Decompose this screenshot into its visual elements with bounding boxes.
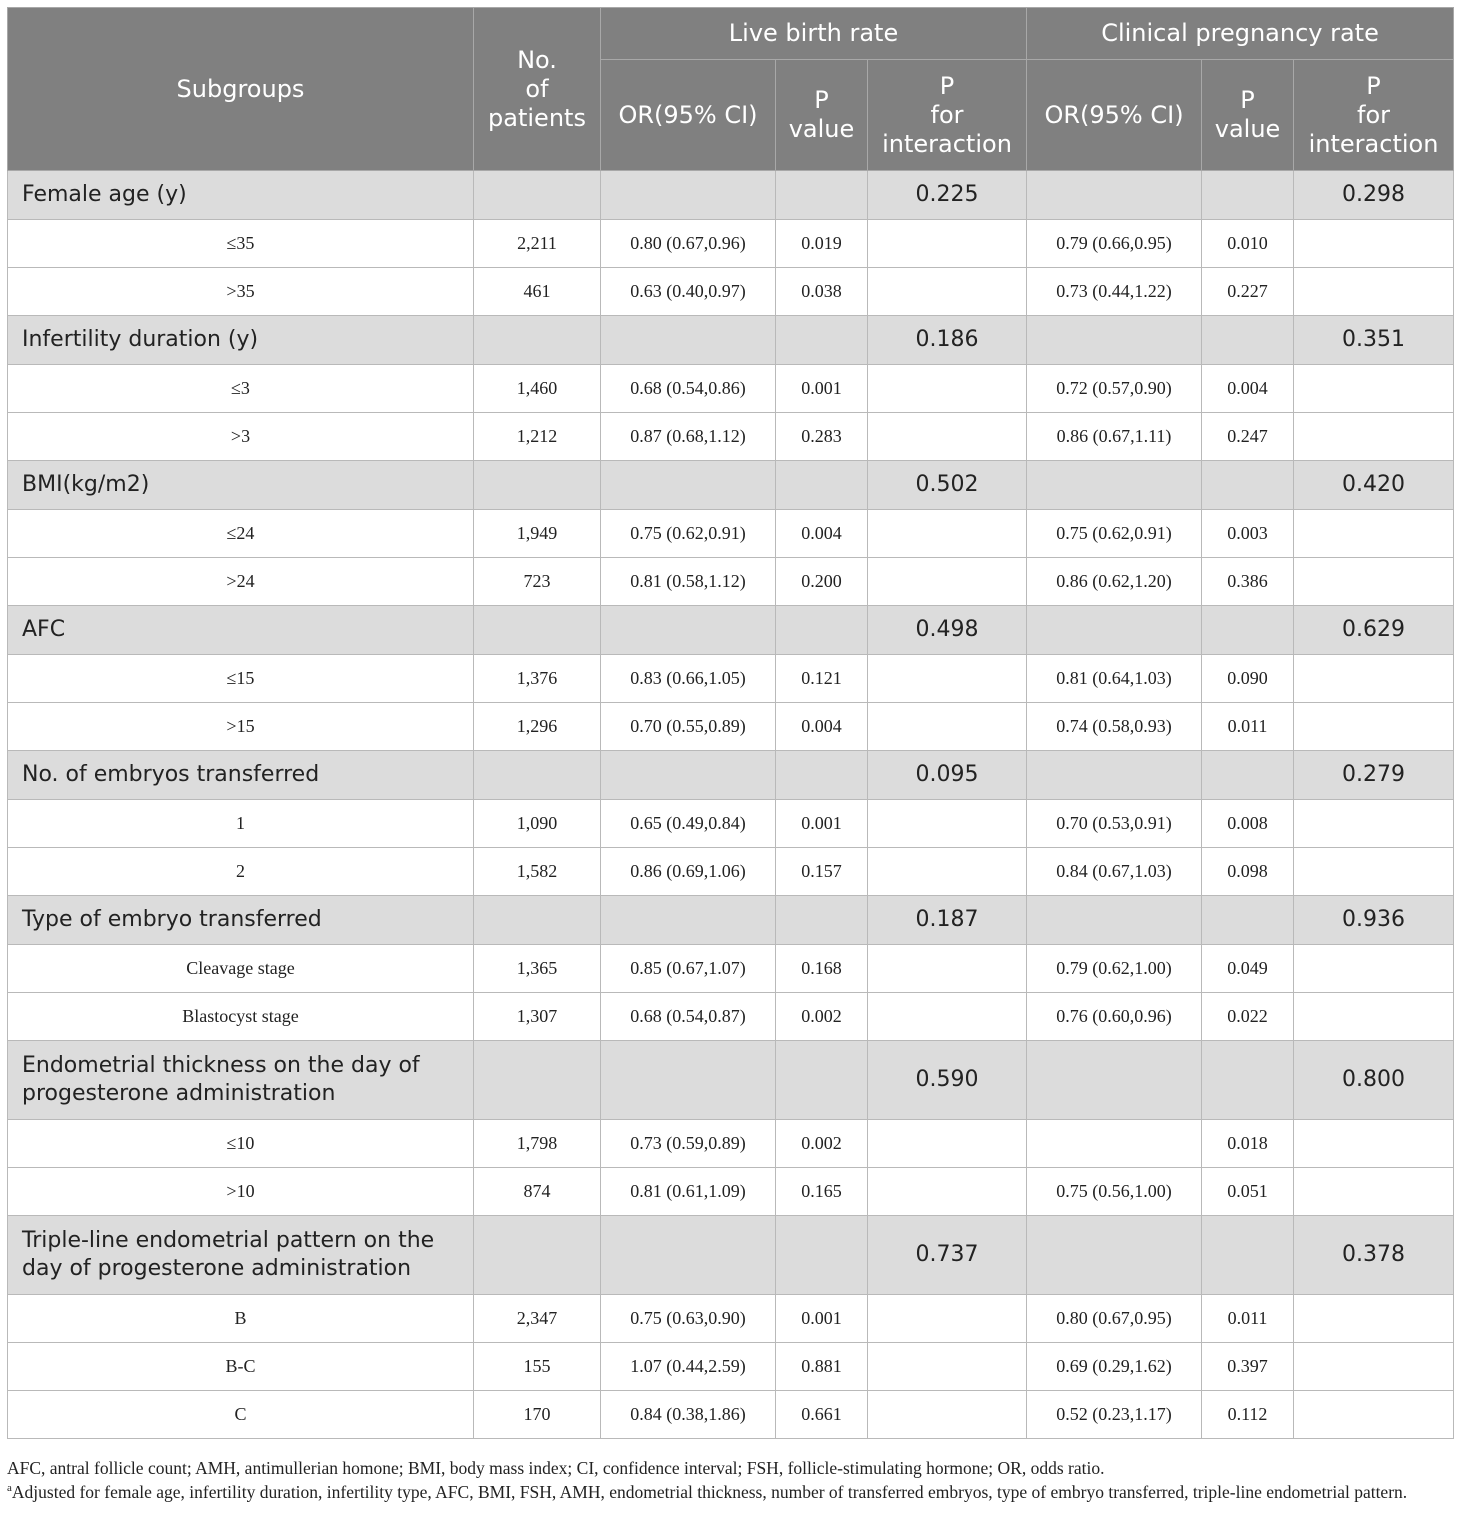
subgroup-level: 1 xyxy=(8,800,474,848)
table-footnotes xyxy=(7,1456,1453,1504)
cp-p-interaction-empty xyxy=(1294,1120,1454,1168)
group-n-empty xyxy=(474,1216,601,1295)
patient-count: 1,296 xyxy=(474,703,601,751)
cp-or-ci: 0.79 (0.62,1.00) xyxy=(1027,945,1202,993)
lb-p-value: 0.002 xyxy=(776,1120,868,1168)
table-row xyxy=(8,800,1454,848)
cp-or-ci: 0.72 (0.57,0.90) xyxy=(1027,365,1202,413)
cp-or-ci: 0.69 (0.29,1.62) xyxy=(1027,1343,1202,1391)
group-cp-p-interaction: 0.420 xyxy=(1294,461,1454,510)
lb-p-interaction-empty xyxy=(868,703,1027,751)
cp-or-ci: 0.86 (0.62,1.20) xyxy=(1027,558,1202,606)
lb-or-ci: 0.85 (0.67,1.07) xyxy=(601,945,776,993)
group-lb-p-empty xyxy=(776,316,868,365)
group-label: BMI(kg/m2) xyxy=(8,461,474,510)
group-label: AFC xyxy=(8,606,474,655)
group-lb-p-interaction: 0.187 xyxy=(868,896,1027,945)
group-cp-p-empty xyxy=(1202,461,1294,510)
cp-or-ci: 0.70 (0.53,0.91) xyxy=(1027,800,1202,848)
subgroup-level: Cleavage stage xyxy=(8,945,474,993)
cp-or-ci: 0.75 (0.62,0.91) xyxy=(1027,510,1202,558)
group-n-empty xyxy=(474,896,601,945)
lb-p-interaction-empty xyxy=(868,655,1027,703)
patient-count: 2,211 xyxy=(474,220,601,268)
group-row xyxy=(8,606,1454,655)
table-row xyxy=(8,1343,1454,1391)
cp-p-value: 0.008 xyxy=(1202,800,1294,848)
group-row xyxy=(8,1041,1454,1120)
lb-p-interaction-empty xyxy=(868,365,1027,413)
lb-p-value: 0.001 xyxy=(776,800,868,848)
table-row xyxy=(8,655,1454,703)
cp-p-value: 0.011 xyxy=(1202,703,1294,751)
group-lb-p-interaction: 0.502 xyxy=(868,461,1027,510)
cp-or-ci: 0.84 (0.67,1.03) xyxy=(1027,848,1202,896)
cp-p-value: 0.098 xyxy=(1202,848,1294,896)
cp-or-ci: 0.86 (0.67,1.11) xyxy=(1027,413,1202,461)
footnote-abbreviations: AFC, antral follicle count; AMH, antimullerian homone; BMI, body mass index; CI, confidence interval; FSH, follicle-stimulating hormone; OR, odds ratio. xyxy=(7,1458,1105,1478)
group-cp-p-interaction: 0.351 xyxy=(1294,316,1454,365)
group-lb-p-empty xyxy=(776,606,868,655)
group-label: Type of embryo transferred xyxy=(8,896,474,945)
table-container xyxy=(7,7,1453,1439)
group-cp-p-interaction: 0.936 xyxy=(1294,896,1454,945)
subgroup-level: >35 xyxy=(8,268,474,316)
table-row xyxy=(8,413,1454,461)
lb-p-value: 0.004 xyxy=(776,703,868,751)
table-row xyxy=(8,1295,1454,1343)
patient-count: 874 xyxy=(474,1168,601,1216)
table-row xyxy=(8,220,1454,268)
subgroup-level: Blastocyst stage xyxy=(8,993,474,1041)
lb-p-interaction-empty xyxy=(868,993,1027,1041)
group-cp-p-interaction: 0.800 xyxy=(1294,1041,1454,1120)
group-cp-p-empty xyxy=(1202,896,1294,945)
footnote-marker: a xyxy=(7,1482,12,1495)
group-cp-or-empty xyxy=(1027,316,1202,365)
group-lb-or-empty xyxy=(601,171,776,220)
patient-count: 461 xyxy=(474,268,601,316)
lb-p-interaction-empty xyxy=(868,413,1027,461)
cp-p-interaction-empty xyxy=(1294,268,1454,316)
lb-p-value: 0.004 xyxy=(776,510,868,558)
cp-p-value: 0.051 xyxy=(1202,1168,1294,1216)
cp-p-interaction-empty xyxy=(1294,1295,1454,1343)
lb-p-interaction-empty xyxy=(868,1168,1027,1216)
lb-or-ci: 0.86 (0.69,1.06) xyxy=(601,848,776,896)
lb-p-value: 0.001 xyxy=(776,1295,868,1343)
group-n-empty xyxy=(474,606,601,655)
patient-count: 723 xyxy=(474,558,601,606)
table-row xyxy=(8,1391,1454,1439)
group-row xyxy=(8,316,1454,365)
lb-or-ci: 0.70 (0.55,0.89) xyxy=(601,703,776,751)
lb-or-ci: 0.81 (0.58,1.12) xyxy=(601,558,776,606)
cp-p-interaction-empty xyxy=(1294,848,1454,896)
subgroup-level: >15 xyxy=(8,703,474,751)
patient-count: 1,582 xyxy=(474,848,601,896)
table-row xyxy=(8,268,1454,316)
subgroup-level: 2 xyxy=(8,848,474,896)
patient-count: 1,798 xyxy=(474,1120,601,1168)
subgroup-level: >24 xyxy=(8,558,474,606)
patient-count: 1,376 xyxy=(474,655,601,703)
cp-p-value: 0.011 xyxy=(1202,1295,1294,1343)
cp-p-interaction-empty xyxy=(1294,1391,1454,1439)
cp-p-value: 0.049 xyxy=(1202,945,1294,993)
patient-count: 170 xyxy=(474,1391,601,1439)
cp-or-ci: 0.81 (0.64,1.03) xyxy=(1027,655,1202,703)
lb-or-ci: 1.07 (0.44,2.59) xyxy=(601,1343,776,1391)
patient-count: 1,090 xyxy=(474,800,601,848)
lb-p-value: 0.168 xyxy=(776,945,868,993)
cp-or-ci: 0.76 (0.60,0.96) xyxy=(1027,993,1202,1041)
subgroup-level: ≤10 xyxy=(8,1120,474,1168)
lb-p-value: 0.881 xyxy=(776,1343,868,1391)
lb-p-value: 0.001 xyxy=(776,365,868,413)
group-lb-p-empty xyxy=(776,171,868,220)
cp-p-interaction-empty xyxy=(1294,1168,1454,1216)
table-row xyxy=(8,510,1454,558)
group-cp-or-empty xyxy=(1027,461,1202,510)
table-row xyxy=(8,703,1454,751)
patient-count: 1,307 xyxy=(474,993,601,1041)
lb-or-ci: 0.68 (0.54,0.87) xyxy=(601,993,776,1041)
table-row xyxy=(8,365,1454,413)
subgroup-level: ≤35 xyxy=(8,220,474,268)
patient-count: 155 xyxy=(474,1343,601,1391)
lb-or-ci: 0.83 (0.66,1.05) xyxy=(601,655,776,703)
cp-p-interaction-empty xyxy=(1294,945,1454,993)
group-row xyxy=(8,896,1454,945)
group-cp-p-interaction: 0.298 xyxy=(1294,171,1454,220)
lb-p-interaction-empty xyxy=(868,268,1027,316)
header-lb-p-interaction: P for interaction xyxy=(868,60,1027,171)
cp-p-value: 0.227 xyxy=(1202,268,1294,316)
lb-p-value: 0.157 xyxy=(776,848,868,896)
group-row xyxy=(8,461,1454,510)
cp-p-value: 0.090 xyxy=(1202,655,1294,703)
subgroup-level: ≤3 xyxy=(8,365,474,413)
group-lb-p-interaction: 0.590 xyxy=(868,1041,1027,1120)
cp-p-interaction-empty xyxy=(1294,1343,1454,1391)
group-cp-or-empty xyxy=(1027,1041,1202,1120)
group-cp-or-empty xyxy=(1027,896,1202,945)
cp-p-value: 0.004 xyxy=(1202,365,1294,413)
lb-or-ci: 0.63 (0.40,0.97) xyxy=(601,268,776,316)
lb-p-interaction-empty xyxy=(868,945,1027,993)
group-label: Infertility duration (y) xyxy=(8,316,474,365)
subgroup-analysis-table xyxy=(7,7,1454,1439)
group-row xyxy=(8,171,1454,220)
group-lb-or-empty xyxy=(601,461,776,510)
cp-p-interaction-empty xyxy=(1294,413,1454,461)
cp-p-interaction-empty xyxy=(1294,703,1454,751)
group-label: No. of embryos transferred xyxy=(8,751,474,800)
lb-p-value: 0.121 xyxy=(776,655,868,703)
cp-or-ci: 0.80 (0.67,0.95) xyxy=(1027,1295,1202,1343)
cp-p-interaction-empty xyxy=(1294,558,1454,606)
subgroup-level: B xyxy=(8,1295,474,1343)
header-lb-or-ci: OR(95% CI) xyxy=(601,60,776,171)
group-lb-p-empty xyxy=(776,1041,868,1120)
lb-p-interaction-empty xyxy=(868,558,1027,606)
lb-or-ci: 0.68 (0.54,0.86) xyxy=(601,365,776,413)
group-n-empty xyxy=(474,1041,601,1120)
group-cp-or-empty xyxy=(1027,171,1202,220)
patient-count: 1,460 xyxy=(474,365,601,413)
cp-or-ci: 0.75 (0.56,1.00) xyxy=(1027,1168,1202,1216)
group-row xyxy=(8,751,1454,800)
table-body xyxy=(8,171,1454,1439)
lb-or-ci: 0.75 (0.62,0.91) xyxy=(601,510,776,558)
cp-p-value: 0.022 xyxy=(1202,993,1294,1041)
group-lb-p-empty xyxy=(776,461,868,510)
lb-p-value: 0.661 xyxy=(776,1391,868,1439)
cp-p-value: 0.112 xyxy=(1202,1391,1294,1439)
lb-or-ci: 0.87 (0.68,1.12) xyxy=(601,413,776,461)
table-row xyxy=(8,945,1454,993)
group-label: Female age (y) xyxy=(8,171,474,220)
group-n-empty xyxy=(474,461,601,510)
group-cp-p-empty xyxy=(1202,1041,1294,1120)
group-n-empty xyxy=(474,751,601,800)
lb-p-value: 0.283 xyxy=(776,413,868,461)
group-lb-or-empty xyxy=(601,1216,776,1295)
table-row xyxy=(8,848,1454,896)
group-cp-p-interaction: 0.378 xyxy=(1294,1216,1454,1295)
group-lb-or-empty xyxy=(601,1041,776,1120)
lb-p-value: 0.038 xyxy=(776,268,868,316)
group-label: Triple-line endometrial pattern on the day of progesterone administration xyxy=(8,1216,474,1295)
lb-p-value: 0.002 xyxy=(776,993,868,1041)
group-cp-p-empty xyxy=(1202,316,1294,365)
lb-p-value: 0.200 xyxy=(776,558,868,606)
lb-or-ci: 0.84 (0.38,1.86) xyxy=(601,1391,776,1439)
header-cp-p-value: P value xyxy=(1202,60,1294,171)
header-lb-p-value: P value xyxy=(776,60,868,171)
group-cp-or-empty xyxy=(1027,1216,1202,1295)
lb-p-value: 0.019 xyxy=(776,220,868,268)
lb-p-interaction-empty xyxy=(868,1120,1027,1168)
cp-p-value: 0.003 xyxy=(1202,510,1294,558)
header-cp-p-interaction: P for interaction xyxy=(1294,60,1454,171)
lb-or-ci: 0.75 (0.63,0.90) xyxy=(601,1295,776,1343)
lb-or-ci: 0.80 (0.67,0.96) xyxy=(601,220,776,268)
cp-p-value: 0.247 xyxy=(1202,413,1294,461)
cp-p-value: 0.386 xyxy=(1202,558,1294,606)
group-label: Endometrial thickness on the day of progesterone administration xyxy=(8,1041,474,1120)
patient-count: 2,347 xyxy=(474,1295,601,1343)
lb-p-interaction-empty xyxy=(868,848,1027,896)
subgroup-level: >10 xyxy=(8,1168,474,1216)
cp-or-ci: 0.74 (0.58,0.93) xyxy=(1027,703,1202,751)
group-cp-or-empty xyxy=(1027,606,1202,655)
table-row xyxy=(8,993,1454,1041)
group-lb-p-empty xyxy=(776,751,868,800)
group-lb-p-empty xyxy=(776,1216,868,1295)
table-row xyxy=(8,558,1454,606)
group-cp-p-interaction: 0.279 xyxy=(1294,751,1454,800)
group-lb-or-empty xyxy=(601,896,776,945)
group-cp-p-empty xyxy=(1202,171,1294,220)
group-lb-p-interaction: 0.737 xyxy=(868,1216,1027,1295)
cp-p-interaction-empty xyxy=(1294,800,1454,848)
lb-p-interaction-empty xyxy=(868,1391,1027,1439)
group-cp-or-empty xyxy=(1027,751,1202,800)
group-lb-or-empty xyxy=(601,606,776,655)
table-row xyxy=(8,1168,1454,1216)
lb-or-ci: 0.81 (0.61,1.09) xyxy=(601,1168,776,1216)
header-subgroups: Subgroups xyxy=(8,8,474,171)
cp-p-value: 0.010 xyxy=(1202,220,1294,268)
group-row xyxy=(8,1216,1454,1295)
patient-count: 1,365 xyxy=(474,945,601,993)
group-cp-p-empty xyxy=(1202,1216,1294,1295)
header-clinical-pregnancy-rate: Clinical pregnancy rate xyxy=(1027,8,1454,60)
lb-p-interaction-empty xyxy=(868,510,1027,558)
group-lb-or-empty xyxy=(601,751,776,800)
subgroup-level: B-C xyxy=(8,1343,474,1391)
subgroup-level: C xyxy=(8,1391,474,1439)
group-n-empty xyxy=(474,316,601,365)
lb-p-value: 0.165 xyxy=(776,1168,868,1216)
subgroup-level: ≤24 xyxy=(8,510,474,558)
subgroup-level: ≤15 xyxy=(8,655,474,703)
cp-or-ci: 0.79 (0.66,0.95) xyxy=(1027,220,1202,268)
group-cp-p-interaction: 0.629 xyxy=(1294,606,1454,655)
cp-or-ci: 0.73 (0.44,1.22) xyxy=(1027,268,1202,316)
cp-p-interaction-empty xyxy=(1294,220,1454,268)
group-cp-p-empty xyxy=(1202,751,1294,800)
patient-count: 1,212 xyxy=(474,413,601,461)
header-cp-or-ci: OR(95% CI) xyxy=(1027,60,1202,171)
lb-p-interaction-empty xyxy=(868,1343,1027,1391)
cp-p-interaction-empty xyxy=(1294,993,1454,1041)
table-header xyxy=(8,8,1454,171)
cp-p-interaction-empty xyxy=(1294,510,1454,558)
header-no-patients: No. of patients xyxy=(474,8,601,171)
subgroup-level: >3 xyxy=(8,413,474,461)
group-n-empty xyxy=(474,171,601,220)
lb-or-ci: 0.73 (0.59,0.89) xyxy=(601,1120,776,1168)
cp-p-interaction-empty xyxy=(1294,655,1454,703)
cp-p-value: 0.018 xyxy=(1202,1120,1294,1168)
lb-p-interaction-empty xyxy=(868,220,1027,268)
group-lb-p-interaction: 0.225 xyxy=(868,171,1027,220)
table-row xyxy=(8,1120,1454,1168)
header-live-birth-rate: Live birth rate xyxy=(601,8,1027,60)
lb-p-interaction-empty xyxy=(868,800,1027,848)
cp-p-value: 0.397 xyxy=(1202,1343,1294,1391)
cp-p-interaction-empty xyxy=(1294,365,1454,413)
group-lb-or-empty xyxy=(601,316,776,365)
cp-or-ci xyxy=(1027,1120,1202,1168)
cp-or-ci: 0.52 (0.23,1.17) xyxy=(1027,1391,1202,1439)
patient-count: 1,949 xyxy=(474,510,601,558)
lb-p-interaction-empty xyxy=(868,1295,1027,1343)
group-lb-p-interaction: 0.095 xyxy=(868,751,1027,800)
footnote-adjusted: $^a$Adjusted for female age, infertility duration, infertility type, AFC, BMI, FSH, AMH, endometrial thickness, number of transferred embryos, type of embryo transferred, triple-line endometrial pattern. xyxy=(7,1482,1408,1502)
lb-or-ci: 0.65 (0.49,0.84) xyxy=(601,800,776,848)
group-cp-p-empty xyxy=(1202,606,1294,655)
group-lb-p-empty xyxy=(776,896,868,945)
group-lb-p-interaction: 0.498 xyxy=(868,606,1027,655)
group-lb-p-interaction: 0.186 xyxy=(868,316,1027,365)
